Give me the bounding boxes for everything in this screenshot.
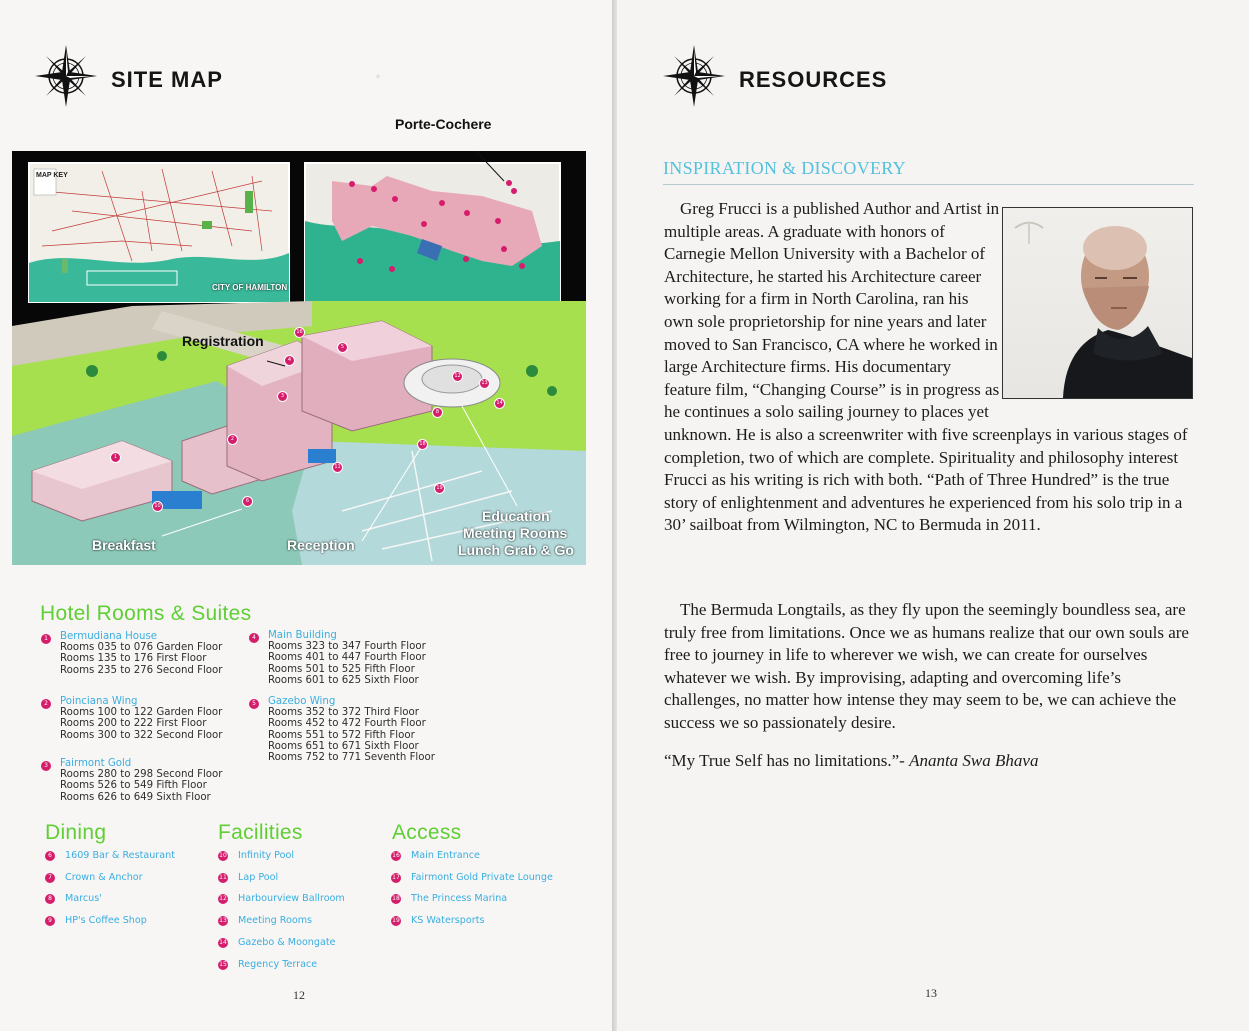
facility-item: 13 Meeting Rooms [219, 915, 313, 926]
map-label-registration: Registration [182, 333, 264, 349]
map-label-meeting-rooms: Meeting Rooms [463, 525, 568, 541]
compass-rose-icon [662, 44, 726, 108]
dining-item: 7 Crown & Anchor [65, 872, 143, 883]
building-fairmont-gold: Fairmont Gold Rooms 280 to 298 Second Floor Rooms 526 to 549 Fifth Floor Rooms 626 to 649 Sixth Floor [60, 758, 223, 803]
facility-item: 10 Infinity Pool [219, 850, 295, 861]
building-main: Main Building Rooms 323 to 347 Fourth Floor Rooms 401 to 447 Fourth Floor Rooms 501 to 525 Fifth Floor Rooms 601 to 625 Sixth Floor [268, 630, 426, 686]
dining-item: 6 1609 Bar & Restaurant [65, 850, 175, 861]
building-gazebo-wing: Gazebo Wing Rooms 352 to 372 Third Floor Rooms 452 to 472 Fourth Floor Rooms 551 to 572 Fifth Floor Rooms 651 to 671 Sixth Floor Rooms 752 to 771 Seventh Floor [268, 696, 435, 764]
dining-title: Dining [45, 821, 107, 844]
rooms-title: Hotel Rooms & Suites [40, 602, 252, 625]
right-page [617, 0, 1249, 1031]
compass-rose-icon [34, 44, 98, 108]
access-title: Access [392, 821, 462, 844]
map-label-reception: Reception [287, 537, 355, 553]
quote-author: Ananta Swa Bhava [909, 751, 1039, 770]
left-page: SITE MAP · 1 2 3 4 5 16 12 13 14 8 18 19 10 11 6 Porte-Cochere Registration Breakfast Reception Education Meeting Rooms Lunch Grab & Go CITY OF HAMILTON MAP KEY Hotel Rooms & Suites 1 Bermudiana House Rooms 035 to 076 Garden Floor Rooms 135 to 176 First Floor Rooms 235 to 276 Second Floor 2 Poinciana Wing Rooms 100 to 122 Garden Floor Rooms 200 to 222 First Floor Rooms 300 to 322 Second Floor 3 Fairmont Gold Rooms 280 to 298 Second Floor Rooms 526 to 549 Fifth Floor Rooms 626 to 649 Sixth Floor 4 Main Building Rooms 323 to 347 Fourth Floor Rooms 401 to 447 Fourth Floor Rooms 501 to 525 Fifth Floor Rooms 601 to 625 Sixth Floor 5 Gazebo Wing Rooms 352 to 372 Third Floor Rooms 452 to 472 Fourth Floor Rooms 551 to 572 Fifth Floor Rooms 651 to 671 Sixth Floor Rooms 752 to 771 Seventh Floor Dining 6 1609 Bar & Restaurant 7 Crown & Anchor 8 Marcus' 9 HP's Coffee Shop Facilities 10 Infinity Pool 11 Lap Pool 12 Harbourview Ballroom 13 Meeting Rooms 14 Gazebo & Moongate 15 Regency Terrace Access 16 Main Entrance 17 Fairmont Gold Private Lounge 18 The Princess Marina 19 KS Watersports 12 [0, 0, 612, 1031]
site-map-illustration: 1 2 3 4 5 16 12 13 14 8 18 19 10 11 6 [12, 151, 586, 565]
map-label-breakfast: Breakfast [92, 537, 156, 553]
page-title: SITE MAP [111, 67, 223, 92]
page-number: 12 [293, 988, 305, 1002]
dining-item: 8 Marcus' [65, 893, 102, 904]
bio-paragraph: Greg Frucci is a published Author and Artist in multiple areas. A graduate with honors of Carnegie Mellon University with a Bachelor of Architecture, he started his Architecture career working for a firm in North Carolina, ran his own sole proprietorship for nine years and later moved to San Francisco, CA where he worked in large Architecture firms. His documentary feature film, “Changing Course” is in progress as he continues a solo sailing journey to places yet unknown. He is also a screenwriter with five screenplays in various stages of completion, two of which are complete. Spirituality and philosophy interest Frucci as his writing is rich with both. “Path of Three Hundred” is the true story of enlightenment and adventures he experienced from his solo trip in a 30’ sailboat from Wilmington, NC to Bermuda in 2011. [664, 199, 1188, 535]
longtails-paragraph: The Bermuda Longtails, as they fly upon the seemingly boundless sea, are truly free from limitations. Once we as humans realize that our own souls are free to journey in life to wherever we wish, we can create for ourselves whatever we wish. By improvising, adapting and overcoming life’s challenges, no matter how intense they may seem to be, we can achieve the success we so passionately desire. [664, 600, 1189, 732]
section-divider [663, 184, 1194, 185]
facility-item: 12 Harbourview Ballroom [219, 893, 345, 904]
building-bermudiana: Bermudiana House Rooms 035 to 076 Garden Floor Rooms 135 to 176 First Floor Rooms 235 to 276 Second Floor [60, 631, 223, 676]
dining-item: 9 HP's Coffee Shop [65, 915, 147, 926]
building-poinciana: Poinciana Wing Rooms 100 to 122 Garden Floor Rooms 200 to 222 First Floor Rooms 300 to 322 Second Floor [60, 696, 223, 741]
map-label-city: CITY OF HAMILTON [212, 283, 288, 292]
facilities-title: Facilities [218, 821, 303, 844]
map-key-label: MAP KEY [36, 172, 68, 179]
map-label-education: Education [482, 508, 550, 524]
page-number: 13 [925, 986, 937, 1000]
map-label-lunch: Lunch Grab & Go [458, 542, 574, 558]
map-label-porte-cochere: Porte-Cochere [395, 116, 492, 132]
page-title: RESOURCES [739, 67, 888, 92]
section-title: INSPIRATION & DISCOVERY [663, 158, 906, 178]
facility-item: 14 Gazebo & Moongate [219, 937, 336, 948]
access-item: 18 The Princess Marina [392, 893, 508, 904]
access-item: 17 Fairmont Gold Private Lounge [392, 872, 553, 883]
quote: “My True Self has no limitations.”- Ananta Swa Bhava [664, 751, 1039, 770]
access-item: 19 KS Watersports [392, 915, 485, 926]
access-item: 16 Main Entrance [392, 850, 480, 861]
facility-item: 15 Regency Terrace [219, 959, 318, 970]
facility-item: 11 Lap Pool [219, 872, 279, 883]
resort-map-graphic [12, 151, 586, 565]
